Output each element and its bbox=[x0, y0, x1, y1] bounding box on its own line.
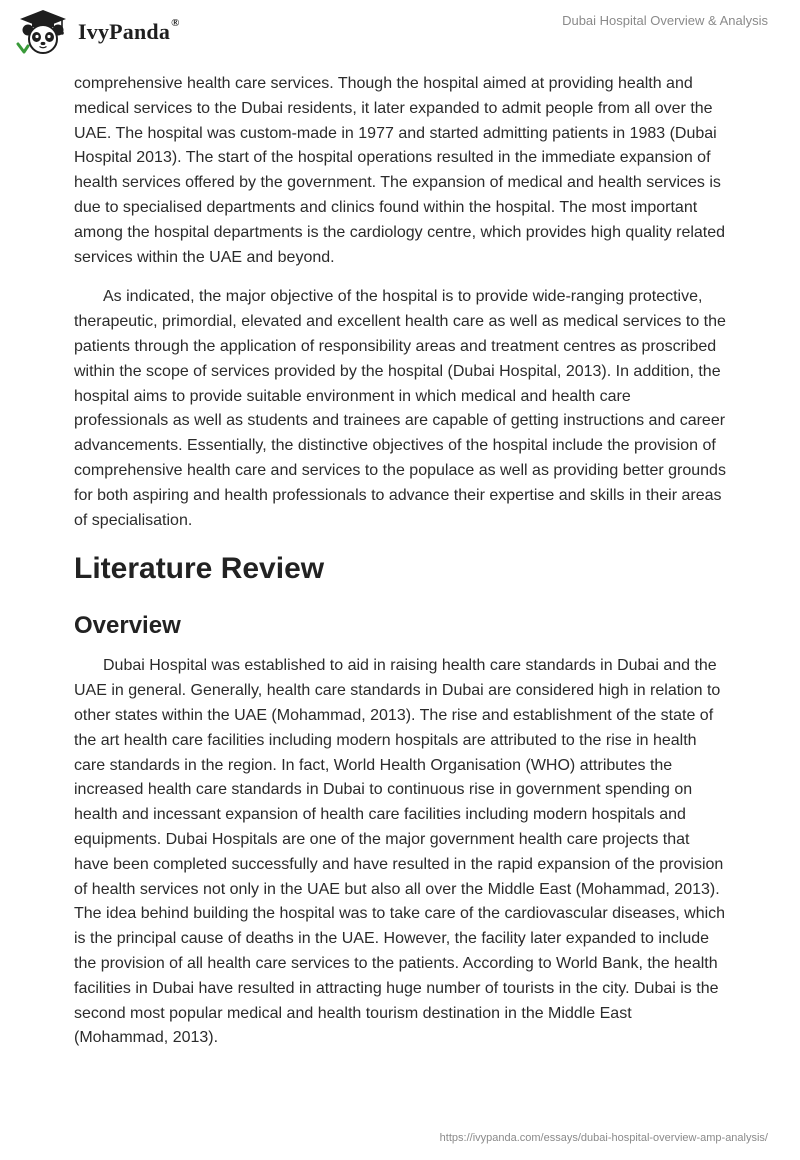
paragraph-hospital-objectives: As indicated, the major objective of the hospital is to provide wide-ranging protective, therapeutic, primordial, elevated and excellent health care as well as medical services to the patients through the application of responsibility areas and treatment centres as proscribed within the scope of services provided by the hospital (Dubai Hospital, 2013). In addition, the hospital aims to provide suitable environment in which medical and health care professionals as well as students and trainees are capable of getting instructions and career advancements. Essentially, the distinctive objectives of the hospital include the provision of comprehensive health care and services to the populace as well as providing better grounds for both aspiring and health professionals to advance their expertise and skills in their areas of specialisation. bbox=[74, 288, 726, 529]
logo-wordmark bbox=[78, 19, 180, 45]
registered-mark: ® bbox=[171, 17, 180, 29]
essay-body bbox=[74, 72, 728, 1066]
section-heading-literature-review: Literature Review bbox=[74, 552, 325, 586]
logo-text: IvyPanda bbox=[78, 19, 171, 44]
subsection-heading-overview: Overview bbox=[74, 612, 181, 640]
paragraph-hospital-history: comprehensive health care services. Though the hospital aimed at providing health and medical services to the Dubai residents, it later expanded to admit people from all over the UAE. The hospital was custom-made in 1977 and started admitting patients in 1983 (Dubai Hospital 2013). The start of the hospital operations resulted in the immediate expansion of health services offered by the government. The expansion of medical and health services is due to specialised departments and clinics found within the hospital. The most important among the hospital departments is the cardiology centre, which provides high quality related services within the UAE and beyond. bbox=[74, 75, 726, 266]
page-header bbox=[0, 0, 800, 64]
document-title: Dubai Hospital Overview & Analysis bbox=[562, 13, 768, 28]
source-url-link[interactable]: https://ivypanda.com/essays/dubai-hospital-overview-amp-analysis/ bbox=[439, 1132, 768, 1144]
paragraph-overview: Dubai Hospital was established to aid in raising health care standards in Dubai and the UAE in general. Generally, health care standards in Dubai are considered high in relation to other states within the UAE (Mohammad, 2013). The rise and establishment of the state of the art health care facilities including modern hospitals are attributed to the rise in health care standards in the region. In fact, World Health Organisation (WHO) attributes the increased health care standards in Dubai to continuous rise in government spending on health and incessant expansion of health care facilities including modern hospitals and equipments. Dubai Hospitals are one of the major government health care projects that have been completed successfully and have resulted in the rapid expansion of the provision of health services not only in the UAE but also all over the Middle East (Mohammad, 2013). The idea behind building the hospital was to take care of the cardiovascular diseases, which is the principal cause of deaths in the UAE. However, the facility later expanded to include the provision of all health care services to the patients. According to World Bank, the health facilities in Dubai have resulted in attracting huge number of tourists in the city. Dubai is the second most popular medical and health tourism destination in the Middle East (Mohammad, 2013). bbox=[74, 657, 726, 1047]
panda-graduate-logo-icon bbox=[14, 8, 72, 56]
ivypanda-logo[interactable] bbox=[14, 8, 180, 56]
